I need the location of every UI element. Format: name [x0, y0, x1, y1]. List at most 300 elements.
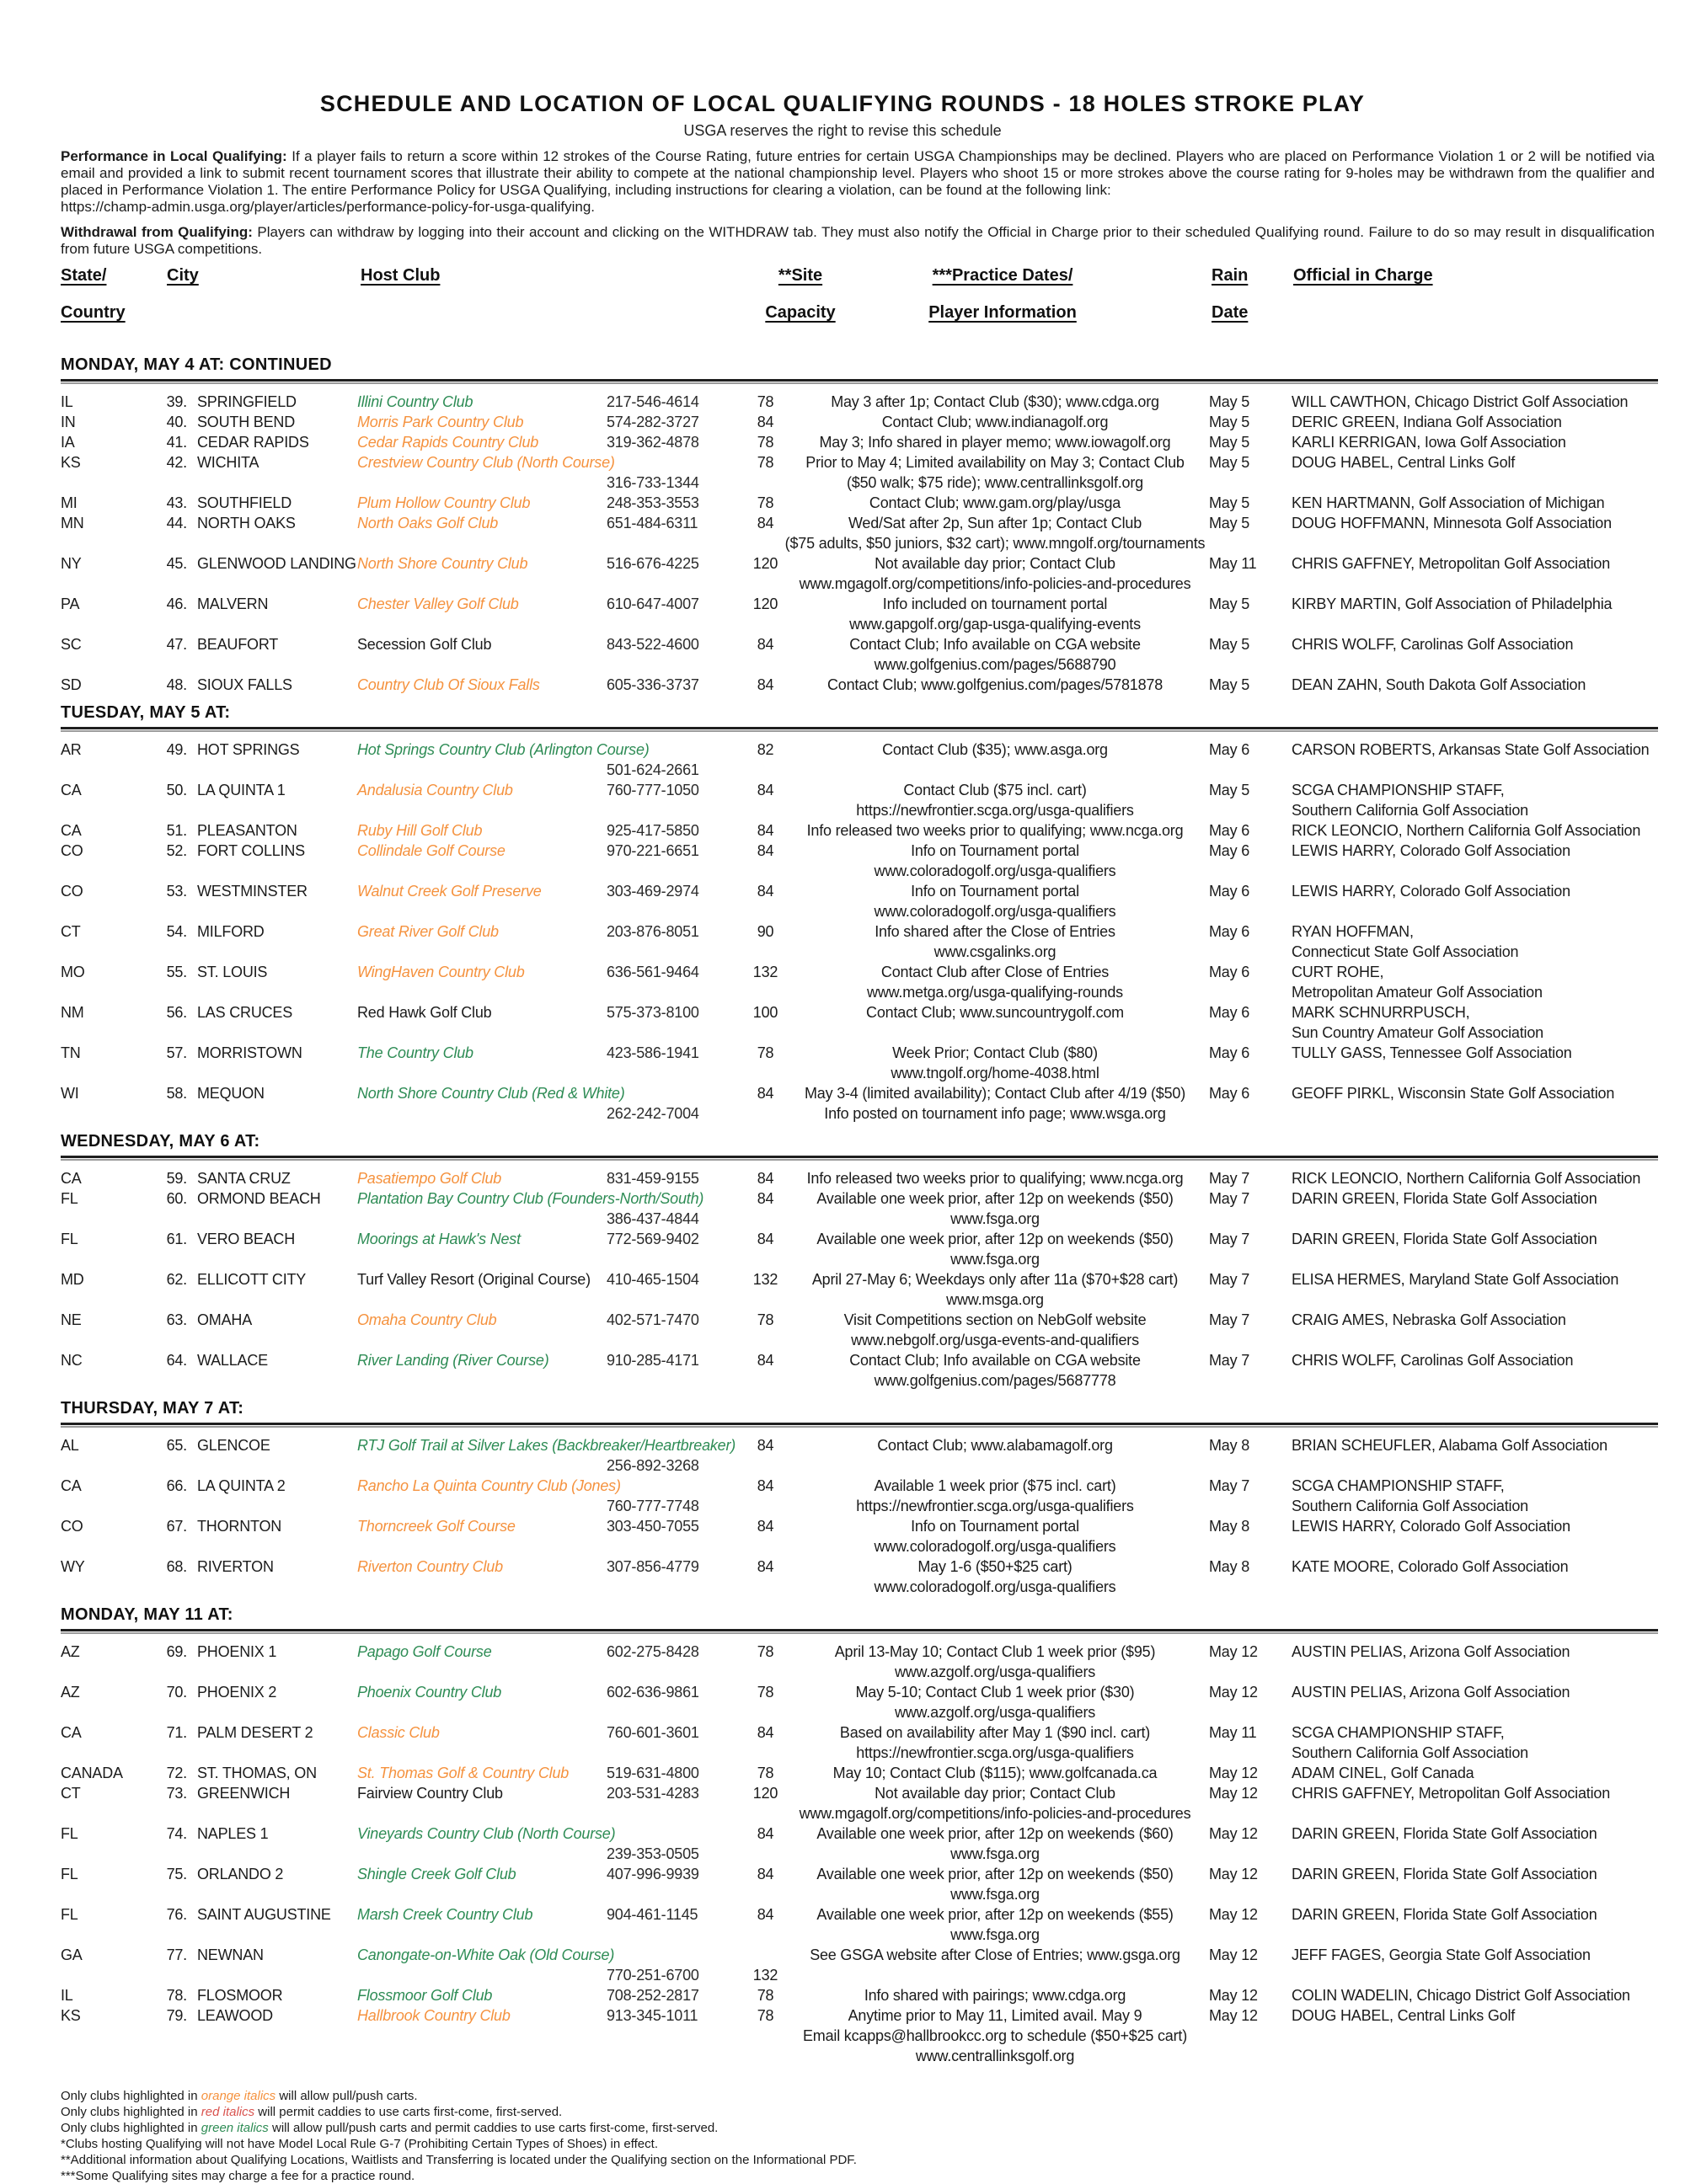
rain-date-cell-line: May 5: [1209, 454, 1250, 471]
page-subtitle: USGA reserves the right to revise this schedule: [683, 122, 1002, 139]
hostclub-cell: [357, 594, 607, 614]
city-cell: [192, 1269, 357, 1290]
practice-info-cell: [793, 493, 1197, 513]
hostclub-name: Ruby Hill Golf Club: [357, 822, 483, 839]
state-cell: [61, 553, 111, 574]
state-cell-line: AR: [61, 741, 82, 758]
city-cell: [192, 881, 357, 901]
state-cell-line: MD: [61, 1271, 84, 1288]
practice-info-cell-line: www.fsga.org: [950, 1886, 1040, 1903]
rain-date-cell: [1209, 553, 1276, 574]
table-row: [0, 881, 1685, 921]
performance-paragraph: [61, 148, 1655, 216]
phone-cell-line: 203-876-8051: [607, 923, 699, 940]
practice-info-cell-line: Wed/Sat after 2p, Sun after 1p; Contact Club: [848, 515, 1142, 531]
phone-cell: [607, 1083, 738, 1124]
footnote-text: Only clubs highlighted in: [61, 2121, 201, 2135]
phone-cell-line: [607, 1435, 738, 1455]
row-number-cell: [111, 1824, 192, 1844]
row-number-cell: [111, 1945, 192, 1965]
hostclub-cell: [357, 921, 607, 942]
phone-cell: [607, 1985, 738, 2005]
phone-cell-line: 925-417-5850: [607, 822, 699, 839]
col-city-header: City: [167, 266, 199, 285]
rain-date-cell: [1209, 1269, 1276, 1290]
official-cell-line: Southern California Golf Association: [1292, 802, 1528, 819]
row-number-cell-line: 65.: [166, 1437, 187, 1454]
capacity-cell: [738, 780, 793, 800]
practice-info-cell-line: Info on Tournament portal: [911, 842, 1079, 859]
capacity-cell-line: 84: [757, 1558, 774, 1575]
phone-cell: [607, 1188, 738, 1229]
state-cell-line: CA: [61, 822, 82, 839]
practice-info-cell-line: www.csgalinks.org: [933, 943, 1056, 960]
practice-info-cell-line: May 1-6 ($50+$25 cart): [917, 1558, 1073, 1575]
rain-date-cell: [1209, 1043, 1276, 1063]
rain-date-cell-line: May 5: [1209, 515, 1250, 531]
row-number-cell-line: 74.: [166, 1825, 187, 1842]
row-number-cell: [111, 841, 192, 861]
state-cell-line: FL: [61, 1866, 78, 1882]
col-country-header: Country: [61, 303, 126, 322]
hostclub-cell: [357, 1864, 607, 1884]
footnote-text: ***Some Qualifying sites may charge a fee for a practice round.: [61, 2169, 415, 2183]
official-cell: [1292, 1269, 1658, 1290]
table-row: [0, 1083, 1685, 1124]
state-cell-line: NC: [61, 1352, 83, 1369]
city-cell: [192, 841, 357, 861]
city-cell-line: GREENWICH: [197, 1785, 291, 1802]
row-number-cell-line: 60.: [166, 1190, 187, 1207]
official-cell-line: COLIN WADELIN, Chicago District Golf Association: [1292, 1987, 1630, 2004]
rain-date-cell: [1209, 2005, 1276, 2026]
practice-info-cell-line: Based on availability after May 1 ($90 incl. cart): [839, 1724, 1151, 1741]
official-cell-line: RYAN HOFFMAN,: [1292, 923, 1414, 940]
practice-info-cell-line: Available one week prior, after 12p on weekends ($50): [816, 1190, 1174, 1207]
official-cell-line: AUSTIN PELIAS, Arizona Golf Association: [1292, 1643, 1570, 1660]
row-number-cell-line: 43.: [166, 494, 187, 511]
state-cell: [61, 1763, 123, 1783]
hostclub-name: North Oaks Golf Club: [357, 515, 499, 531]
practice-info-cell-line: www.centrallinksgolf.org: [915, 2048, 1075, 2064]
rain-date-cell: [1209, 1168, 1276, 1188]
rain-date-cell: [1209, 780, 1276, 800]
official-cell-line: LEWIS HARRY, Colorado Golf Association: [1292, 842, 1570, 859]
capacity-cell-line: 84: [757, 1085, 774, 1102]
phone-cell: [607, 594, 738, 614]
phone-cell: [607, 1642, 738, 1662]
row-number-cell: [111, 392, 192, 412]
state-cell-line: CT: [61, 1785, 81, 1802]
row-number-cell: [111, 1985, 192, 2005]
row-number-cell-line: 62.: [166, 1271, 187, 1288]
official-cell: [1292, 392, 1658, 412]
capacity-cell: [738, 1557, 793, 1577]
official-cell: [1292, 1985, 1658, 2005]
city-cell: [192, 1002, 357, 1023]
hostclub-name: North Shore Country Club (Red & White): [357, 1085, 625, 1102]
state-cell-line: NE: [61, 1311, 82, 1328]
practice-info-cell-line: Available one week prior, after 12p on weekends ($50): [816, 1231, 1174, 1247]
hostclub-name: Illini Country Club: [357, 393, 473, 410]
phone-cell-line: [607, 1188, 738, 1209]
state-cell: [61, 1476, 111, 1496]
row-number-cell-line: 55.: [166, 964, 187, 980]
phone-cell: [607, 1783, 738, 1803]
practice-info-cell-line: Info on Tournament portal: [911, 883, 1079, 900]
rain-date-cell-line: May 5: [1209, 782, 1250, 798]
city-cell: [192, 1188, 357, 1209]
capacity-cell-line: 84: [757, 414, 774, 430]
practice-info-cell-line: https://newfrontier.scga.org/usga-qualifiers: [856, 1744, 1134, 1761]
hostclub-name: Andalusia Country Club: [357, 782, 513, 798]
city-cell: [192, 1043, 357, 1063]
practice-info-cell: [793, 780, 1197, 820]
hostclub-name: Moorings at Hawk's Nest: [357, 1231, 521, 1247]
practice-info-cell-line: May 3-4 (limited availability); Contact Club after 4/19 ($50): [805, 1085, 1185, 1102]
capacity-cell-line: 84: [757, 1190, 774, 1207]
practice-info-cell-line: Available one week prior, after 12p on weekends ($55): [816, 1906, 1174, 1923]
capacity-cell: [738, 594, 793, 614]
official-cell: [1292, 1783, 1658, 1803]
table-row: [0, 780, 1685, 820]
state-cell: [61, 392, 111, 412]
capacity-cell-line: 78: [757, 1987, 774, 2004]
practice-info-cell: [793, 962, 1197, 1002]
row-number-cell-line: 72.: [166, 1765, 187, 1781]
official-cell: [1292, 841, 1658, 861]
state-cell-line: CANADA: [61, 1765, 123, 1781]
practice-info-cell: [793, 1642, 1197, 1682]
hostclub-cell: [357, 820, 607, 841]
city-cell-line: WALLACE: [197, 1352, 268, 1369]
practice-info-cell: [793, 740, 1197, 760]
phone-cell-line: 831-459-9155: [607, 1170, 699, 1187]
rain-date-cell-line: May 6: [1209, 1044, 1250, 1061]
city-cell: [192, 1557, 357, 1577]
official-cell: [1292, 881, 1658, 901]
official-cell-line: Southern California Golf Association: [1292, 1498, 1528, 1514]
capacity-cell-line: 84: [757, 636, 774, 653]
practice-info-cell-line: May 3; Info shared in player memo; www.iowagolf.org: [819, 434, 1171, 451]
schedule-section: [0, 703, 1685, 1124]
hostclub-cell: [357, 1557, 607, 1577]
table-row: [0, 1682, 1685, 1722]
official-cell: [1292, 740, 1658, 760]
section-heading: MONDAY, MAY 4 AT: CONTINUED: [61, 355, 332, 374]
state-cell: [61, 841, 111, 861]
official-cell: [1292, 1557, 1658, 1577]
state-cell-line: WI: [61, 1085, 79, 1102]
rain-date-cell-line: May 8: [1209, 1437, 1250, 1454]
row-number-cell: [111, 1476, 192, 1496]
row-number-cell: [111, 1350, 192, 1370]
capacity-cell-line: 90: [757, 923, 774, 940]
practice-info-cell-line: Info posted on tournament info page; www.wsga.org: [824, 1105, 1166, 1122]
phone-cell: [607, 1824, 738, 1864]
row-number-cell: [111, 634, 192, 654]
city-cell-line: FORT COLLINS: [197, 842, 305, 859]
practice-info-cell-line: ($50 walk; $75 ride); www.centrallinksgolf.org: [847, 474, 1143, 491]
capacity-cell-line: 82: [757, 741, 774, 758]
footnote: [61, 2136, 1685, 2152]
capacity-cell: [738, 1188, 793, 1209]
official-cell-line: KIRBY MARTIN, Golf Association of Philadelphia: [1292, 595, 1613, 612]
phone-cell-line: [607, 1476, 738, 1496]
city-cell: [192, 452, 357, 473]
capacity-cell: [738, 675, 793, 695]
state-cell-line: IL: [61, 1987, 73, 2004]
row-number-cell: [111, 1904, 192, 1925]
city-cell-line: FLOSMOOR: [197, 1987, 283, 2004]
city-cell: [192, 1476, 357, 1496]
phone-cell-line: 501-624-2661: [607, 761, 699, 778]
rain-date-cell: [1209, 1904, 1276, 1925]
rain-date-cell-line: May 6: [1209, 964, 1250, 980]
rain-date-cell: [1209, 1557, 1276, 1577]
city-cell-line: BEAUFORT: [197, 636, 279, 653]
city-cell: [192, 740, 357, 760]
row-number-cell: [111, 675, 192, 695]
official-cell: [1292, 1904, 1658, 1925]
practice-info-cell: [793, 675, 1197, 695]
phone-cell: [607, 1350, 738, 1370]
state-cell: [61, 1783, 111, 1803]
capacity-cell: [738, 553, 793, 574]
rain-date-cell-line: May 11: [1209, 1724, 1257, 1741]
practice-info-cell-line: www.coloradogolf.org/usga-qualifiers: [874, 1578, 1116, 1595]
official-cell: [1292, 1350, 1658, 1370]
phone-cell-line: 605-336-3737: [607, 676, 699, 693]
row-number-cell-line: 48.: [166, 676, 187, 693]
rain-date-cell-line: May 7: [1209, 1190, 1250, 1207]
schedule-section: [0, 355, 1685, 695]
rain-date-cell: [1209, 1002, 1276, 1023]
official-cell: [1292, 1642, 1658, 1662]
section-divider: [61, 379, 1658, 384]
city-cell-line: NEWNAN: [197, 1946, 264, 1963]
phone-cell-line: 970-221-6651: [607, 842, 699, 859]
practice-info-cell: [793, 1682, 1197, 1722]
state-cell: [61, 1722, 111, 1743]
capacity-cell-line: 84: [757, 822, 774, 839]
table-row: [0, 1945, 1685, 1985]
state-cell: [61, 881, 111, 901]
hostclub-cell: [357, 1642, 607, 1662]
official-cell-line: CRAIG AMES, Nebraska Golf Association: [1292, 1311, 1566, 1328]
hostclub-cell: [357, 493, 607, 513]
capacity-cell: [738, 392, 793, 412]
table-row: [0, 1310, 1685, 1350]
hostclub-cell: [357, 513, 607, 533]
footnote: [61, 2088, 1685, 2104]
phone-cell-line: 760-601-3601: [607, 1724, 699, 1741]
capacity-cell-line: 84: [757, 1477, 774, 1494]
state-cell: [61, 675, 111, 695]
practice-info-cell-line: Contact Club; www.gam.org/play/usga: [869, 494, 1121, 511]
phone-cell: [607, 1945, 738, 1985]
row-number-cell: [111, 1269, 192, 1290]
table-row: [0, 513, 1685, 553]
footnote: [61, 2120, 1685, 2136]
city-cell: [192, 1904, 357, 1925]
city-cell-line: NORTH OAKS: [197, 515, 296, 531]
practice-info-cell: [793, 1350, 1197, 1391]
rain-date-cell: [1209, 1985, 1276, 2005]
city-cell-line: OMAHA: [197, 1311, 253, 1328]
city-cell: [192, 1516, 357, 1536]
state-cell-line: CA: [61, 1170, 82, 1187]
hostclub-cell: [357, 1043, 607, 1063]
official-cell-line: DEAN ZAHN, South Dakota Golf Association: [1292, 676, 1586, 693]
hostclub-name: Chester Valley Golf Club: [357, 595, 519, 612]
official-cell-line: ELISA HERMES, Maryland State Golf Association: [1292, 1271, 1619, 1288]
capacity-cell-line: 84: [757, 676, 774, 693]
capacity-cell-line: 78: [757, 454, 774, 471]
state-cell: [61, 1083, 111, 1103]
hostclub-name: Walnut Creek Golf Preserve: [357, 883, 542, 900]
capacity-cell: [738, 1763, 793, 1783]
withdrawal-paragraph: [61, 224, 1655, 258]
rain-date-cell-line: May 12: [1209, 1684, 1258, 1701]
row-number-cell-line: 75.: [166, 1866, 187, 1882]
practice-info-cell-line: Email kcapps@hallbrookcc.org to schedule ($50+$25 cart): [802, 2027, 1188, 2044]
state-cell: [61, 1864, 111, 1884]
footnote: [61, 2152, 1685, 2168]
official-cell: [1292, 1168, 1658, 1188]
official-cell-line: DOUG HABEL, Central Links Golf: [1292, 454, 1516, 471]
city-cell-line: SIOUX FALLS: [197, 676, 292, 693]
table-row: [0, 1043, 1685, 1083]
practice-info-cell: [793, 1269, 1197, 1310]
hostclub-cell: [357, 841, 607, 861]
rain-date-cell-line: May 7: [1209, 1231, 1250, 1247]
official-cell-line: SCGA CHAMPIONSHIP STAFF,: [1292, 782, 1505, 798]
state-cell: [61, 1229, 111, 1249]
phone-cell-line: 402-571-7470: [607, 1311, 699, 1328]
practice-info-cell-line: www.metga.org/usga-qualifying-rounds: [867, 984, 1123, 1001]
state-cell: [61, 1682, 111, 1702]
hostclub-name: Plantation Bay Country Club (Founders-North/South): [357, 1190, 704, 1207]
city-cell-line: SANTA CRUZ: [197, 1170, 291, 1187]
phone-cell-line: 610-647-4007: [607, 595, 699, 612]
state-cell-line: CA: [61, 1724, 82, 1741]
phone-cell: [607, 1516, 738, 1536]
official-cell-line: KEN HARTMANN, Golf Association of Michigan: [1292, 494, 1605, 511]
hostclub-name: Cedar Rapids Country Club: [357, 434, 539, 451]
row-number-cell-line: 76.: [166, 1906, 187, 1923]
practice-info-cell: [793, 1188, 1197, 1229]
state-cell-line: AZ: [61, 1684, 80, 1701]
hostclub-name: North Shore Country Club: [357, 555, 528, 572]
row-number-cell-line: 44.: [166, 515, 187, 531]
phone-cell: [607, 921, 738, 942]
practice-info-cell-line: Contact Club ($35); www.asga.org: [882, 741, 1108, 758]
row-number-cell: [111, 493, 192, 513]
state-cell: [61, 1350, 111, 1370]
rain-date-cell: [1209, 1476, 1276, 1496]
capacity-cell-line: 78: [757, 1044, 774, 1061]
phone-cell-line: 602-275-8428: [607, 1643, 699, 1660]
state-cell-line: KS: [61, 454, 81, 471]
rain-date-cell-line: May 12: [1209, 1987, 1258, 2004]
table-row: [0, 1985, 1685, 2005]
row-number-cell: [111, 1682, 192, 1702]
table-row: [0, 841, 1685, 881]
official-cell: [1292, 1188, 1658, 1209]
state-cell: [61, 1435, 111, 1455]
hostclub-cell: [357, 1083, 625, 1103]
hostclub-name: Classic Club: [357, 1724, 440, 1741]
phone-cell-line: 904-461-1145: [607, 1906, 698, 1923]
official-cell: [1292, 634, 1658, 654]
hostclub-name: Pasatiempo Golf Club: [357, 1170, 502, 1187]
hostclub-cell: [357, 1269, 607, 1290]
phone-cell: [607, 675, 738, 695]
city-cell: [192, 1350, 357, 1370]
rain-date-cell: [1209, 1188, 1276, 1209]
capacity-cell: [738, 1476, 793, 1496]
practice-info-cell-line: www.nebgolf.org/usga-events-and-qualifiers: [851, 1332, 1139, 1348]
phone-cell-line: 760-777-7748: [607, 1498, 699, 1514]
practice-info-cell: [793, 1783, 1197, 1824]
table-column-headers: [0, 266, 1685, 347]
rain-date-cell-line: May 12: [1209, 1825, 1258, 1842]
capacity-cell-line: 78: [757, 1311, 774, 1328]
rain-date-cell: [1209, 594, 1276, 614]
state-cell-line: CO: [61, 1518, 83, 1535]
city-cell-line: NAPLES 1: [197, 1825, 269, 1842]
practice-info-cell-line: Contact Club; www.suncountrygolf.com: [866, 1004, 1124, 1021]
practice-info-cell: [793, 1904, 1197, 1945]
rain-date-cell-line: May 5: [1209, 636, 1250, 653]
city-cell-line: RIVERTON: [197, 1558, 274, 1575]
city-cell-line: WICHITA: [197, 454, 259, 471]
state-cell: [61, 452, 111, 473]
practice-info-cell-line: May 3 after 1p; Contact Club ($30); www.cdga.org: [831, 393, 1159, 410]
rain-date-cell: [1209, 1310, 1276, 1330]
rain-date-cell-line: May 12: [1209, 1906, 1258, 1923]
hostclub-cell: [357, 1188, 704, 1209]
official-cell-line: BRIAN SCHEUFLER, Alabama Golf Association: [1292, 1437, 1607, 1454]
table-row: [0, 553, 1685, 594]
footnote: [61, 2104, 1685, 2120]
official-cell-line: DARIN GREEN, Florida State Golf Association: [1292, 1190, 1597, 1207]
capacity-cell: [738, 2005, 793, 2026]
practice-info-cell-line: www.golfgenius.com/pages/5688790: [874, 656, 1116, 673]
section-divider: [61, 1423, 1658, 1428]
footnote-text: **Additional information about Qualifying Locations, Waitlists and Transferring is located under the Qualifying section on the Informational PDF.: [61, 2153, 857, 2167]
capacity-cell: [738, 1945, 793, 1985]
row-number-cell-line: 54.: [166, 923, 187, 940]
table-row: [0, 1476, 1685, 1516]
hostclub-name: Great River Golf Club: [357, 923, 499, 940]
table-row: [0, 634, 1685, 675]
state-cell: [61, 1043, 111, 1063]
city-cell-line: LA QUINTA 1: [197, 782, 286, 798]
rain-date-cell-line: May 12: [1209, 1643, 1258, 1660]
state-cell: [61, 1168, 111, 1188]
hostclub-name: Hallbrook Country Club: [357, 2007, 511, 2024]
rain-date-cell: [1209, 392, 1276, 412]
hostclub-name: St. Thomas Golf & Country Club: [357, 1765, 570, 1781]
state-cell: [61, 432, 111, 452]
hostclub-cell: [357, 1516, 607, 1536]
rain-date-cell: [1209, 675, 1276, 695]
official-cell-line: MARK SCHNURRPUSCH,: [1292, 1004, 1470, 1021]
practice-info-cell-line: Week Prior; Contact Club ($80): [892, 1044, 1098, 1061]
rain-date-cell-line: May 11: [1209, 555, 1257, 572]
